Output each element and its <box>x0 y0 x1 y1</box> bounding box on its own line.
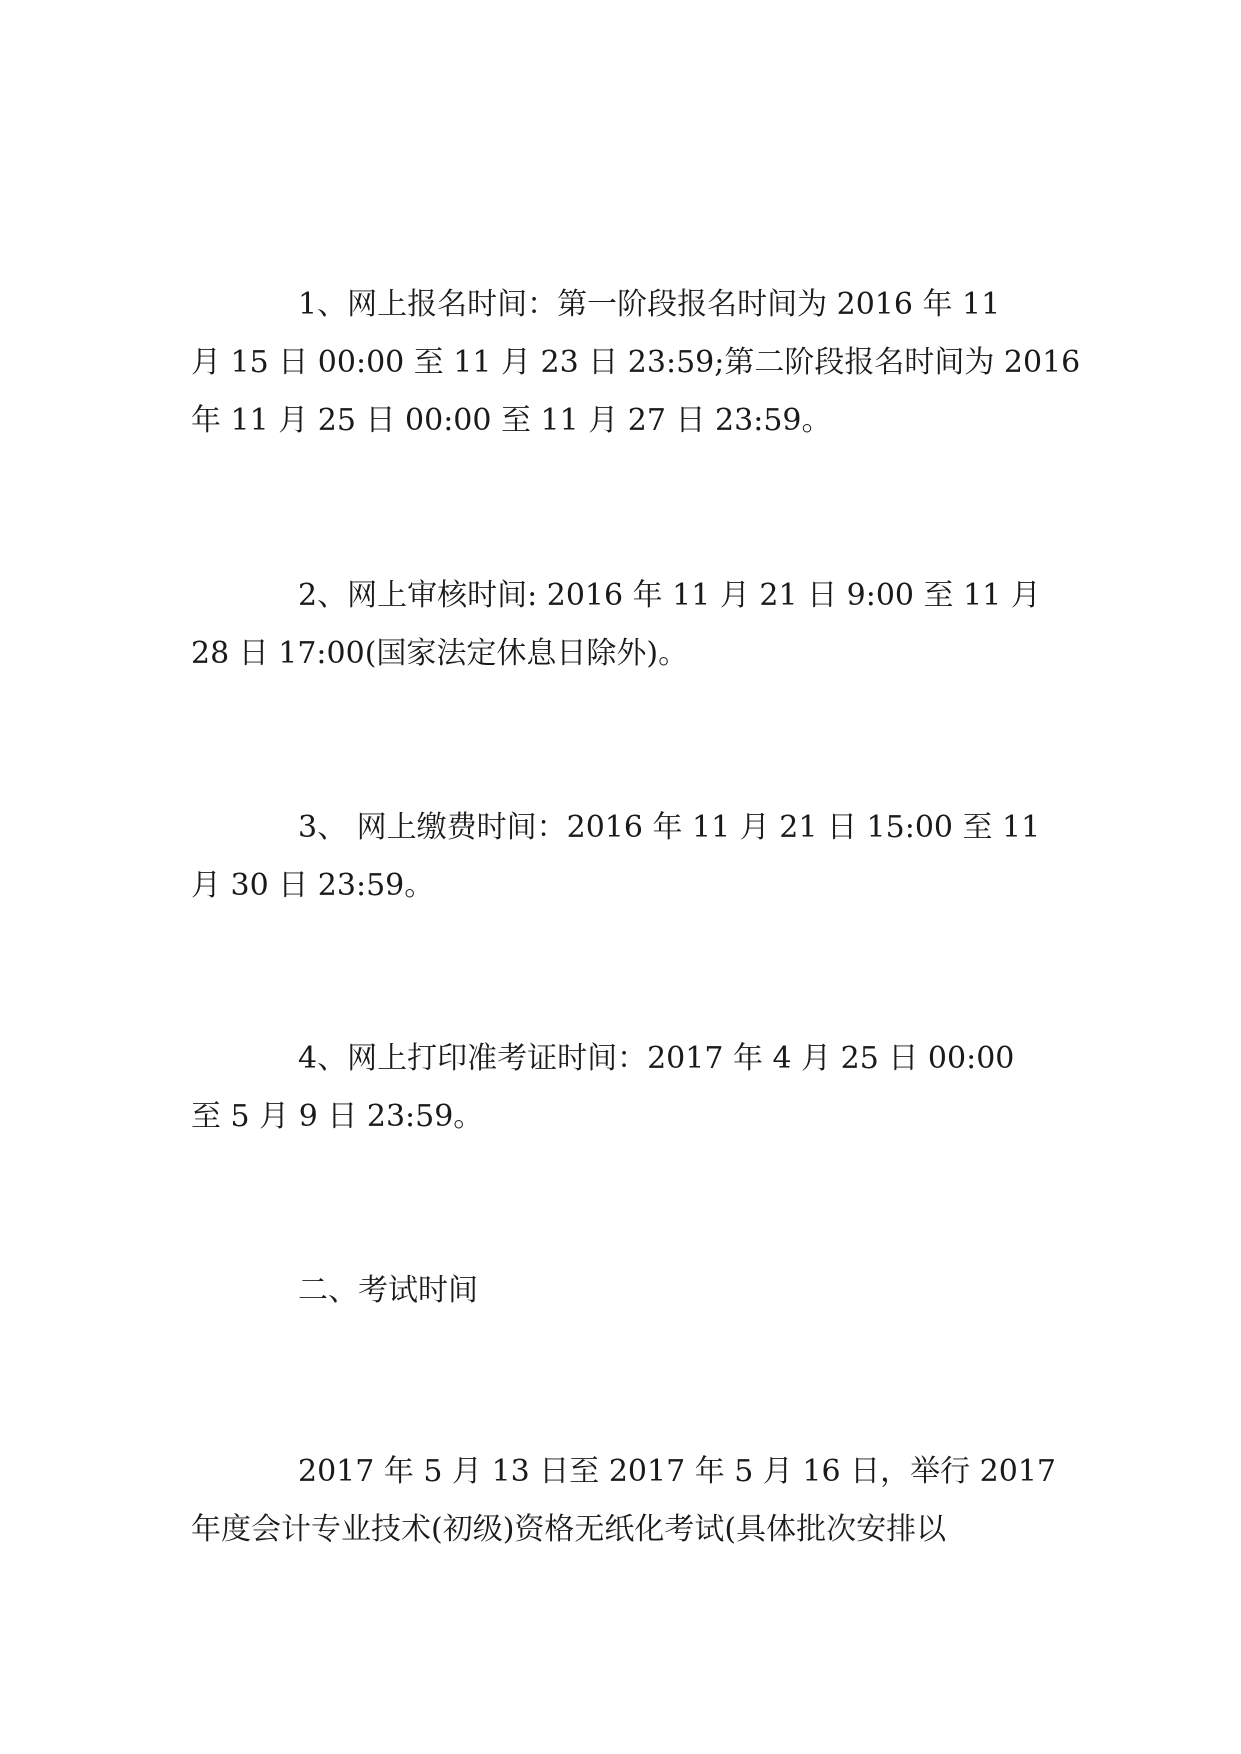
text-line: 2017 年 5 月 13 日至 2017 年 5 月 16 日，举行 2017 <box>298 1454 1056 1489</box>
text-line: 年度会计专业技术(初级)资格无纸化考试(具体批次安排以 <box>191 1512 947 1547</box>
section-heading-exam-time <box>191 1262 1053 1320</box>
paragraph-online-review-time <box>191 567 1053 683</box>
text-line: 1、网上报名时间：第一阶段报名时间为 2016 年 11 <box>298 287 1001 322</box>
paragraph-exam-schedule <box>191 1443 1056 1559</box>
paragraph-online-payment-time <box>191 799 1053 915</box>
text-line: 月 15 日 00:00 至 11 月 23 日 23:59;第二阶段报名时间为 2016 <box>191 345 1081 380</box>
text-line: 至 5 月 9 日 23:59。 <box>191 1099 484 1134</box>
text-line: 4、网上打印准考证时间：2017 年 4 月 25 日 00:00 <box>298 1041 1015 1076</box>
text-line: 2、网上审核时间: 2016 年 11 月 21 日 9:00 至 11 月 <box>298 578 1041 613</box>
paragraph-admission-ticket-print-time <box>191 1030 1053 1146</box>
text-line: 28 日 17:00(国家法定休息日除外)。 <box>191 636 689 671</box>
text-line: 3、 网上缴费时间：2016 年 11 月 21 日 15:00 至 11 <box>298 810 1041 845</box>
paragraph-online-registration-time <box>191 276 1081 450</box>
section-heading-text: 二、考试时间 <box>298 1273 478 1308</box>
text-line: 年 11 月 25 日 00:00 至 11 月 27 日 23:59。 <box>191 403 832 438</box>
text-line: 月 30 日 23:59。 <box>191 868 435 903</box>
